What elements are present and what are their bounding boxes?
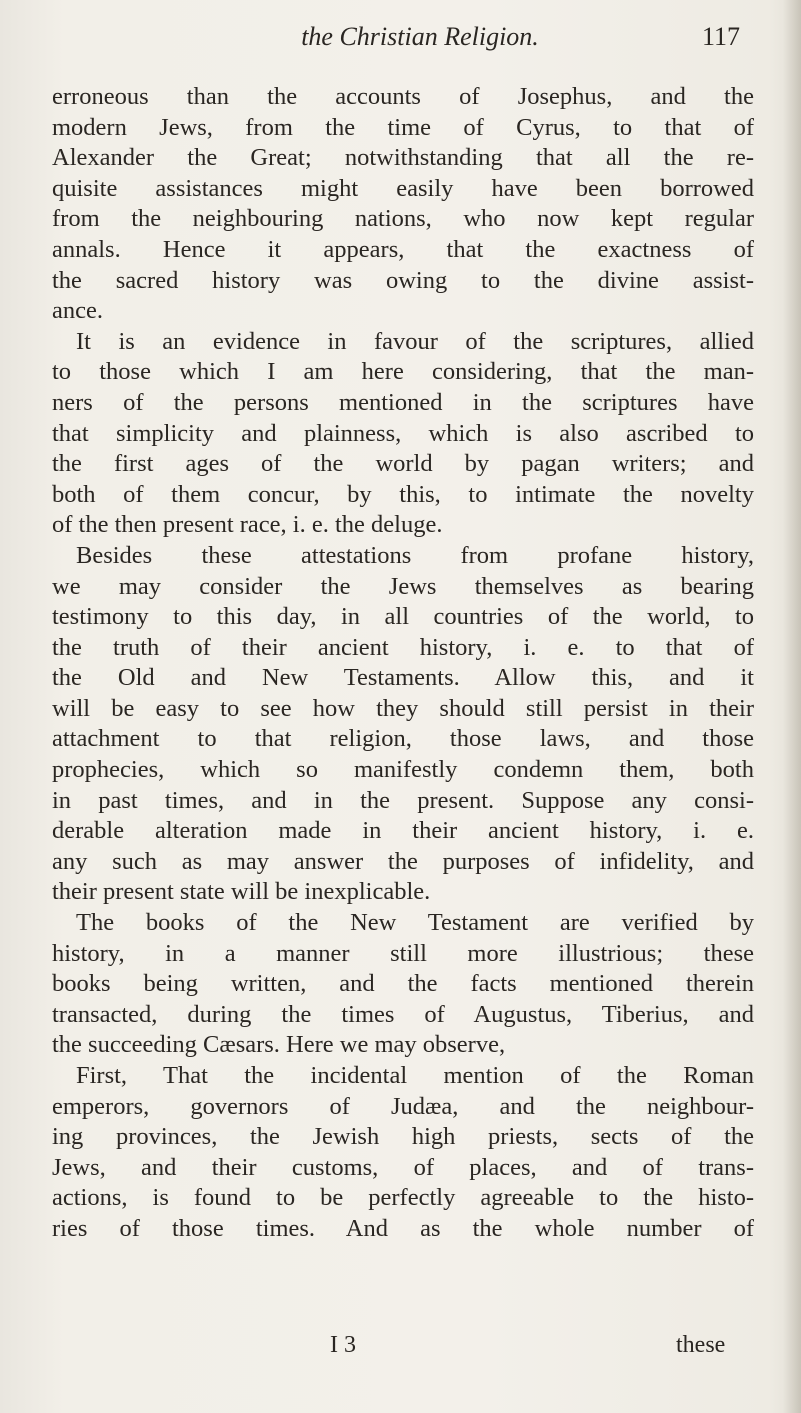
text-line: books being written, and the facts mentioned therein [52,970,754,998]
signature-mark: I 3 [330,1332,356,1358]
text-line: the Old and New Testaments. Allow this, and it [52,664,754,692]
page-number: 117 [701,22,740,51]
text-line: the truth of their ancient history, i. e. to that of [52,633,754,661]
text-line: prophecies, which so manifestly condemn them, both [52,756,754,784]
text-line: of the then present race, i. e. the deluge. [52,511,443,539]
text-line: ing provinces, the Jewish high priests, sects of the [52,1123,754,1151]
text-line: will be easy to see how they should still persist in their [52,694,754,722]
text-line: The books of the New Testament are verified by [76,909,754,937]
text-line: the sacred history was owing to the divine assist- [52,266,754,294]
text-line: Jews, and their customs, of places, and of trans- [52,1153,754,1181]
text-line: derable alteration made in their ancient history, i. e. [52,817,754,845]
running-title: the Christian Religion. [301,22,539,51]
text-line: First, That the incidental mention of the Roman [76,1062,754,1089]
text-line: history, in a manner still more illustrious; these [52,939,754,967]
text-line: in past times, and in the present. Suppose any consi- [52,786,754,814]
text-line: their present state will be inexplicable. [52,878,431,906]
text-line: emperors, governors of Judæa, and the neighbour- [52,1092,754,1120]
catchword: these [676,1332,726,1358]
text-line: annals. Hence it appears, that the exactness of [52,235,754,263]
text-line: erroneous than the accounts of Josephus, and the [52,83,754,110]
text-line: to those which I am here considering, that the man- [52,358,754,386]
text-line: from the neighbouring nations, who now kept regular [52,205,754,233]
text-line: quisite assistances might easily have been borrowed [52,174,754,202]
text-line: ners of the persons mentioned in the scriptures have [52,388,754,416]
text-line: we may consider the Jews themselves as bearing [52,572,754,600]
page-header [220,22,740,62]
text-line: any such as may answer the purposes of infidelity, and [52,847,754,875]
text-line: ries of those times. And as the whole number of [52,1214,754,1242]
text-line: ance. [52,297,103,325]
text-line: the succeeding Cæsars. Here we may observe, [52,1031,506,1059]
text-line: both of them concur, by this, to intimate the novelty [52,480,754,508]
text-line: actions, is found to be perfectly agreeable to the histo- [52,1184,754,1212]
text-line: testimony to this day, in all countries of the world, to [52,603,754,631]
text-line: modern Jews, from the time of Cyrus, to that of [52,113,754,141]
text-line: It is an evidence in favour of the scriptures, allied [76,327,754,355]
text-line: transacted, during the times of Augustus, Tiberius, and [52,1000,754,1028]
text-line: Alexander the Great; notwithstanding that all the re- [52,144,754,172]
body-text [52,82,754,1245]
text-line: the first ages of the world by pagan writers; and [52,450,754,478]
text-line: attachment to that religion, those laws, and those [52,725,754,753]
text-line: that simplicity and plainness, which is also ascribed to [52,419,754,447]
text-line: Besides these attestations from profane history, [76,541,754,569]
page-edge-shadow [783,0,801,1413]
